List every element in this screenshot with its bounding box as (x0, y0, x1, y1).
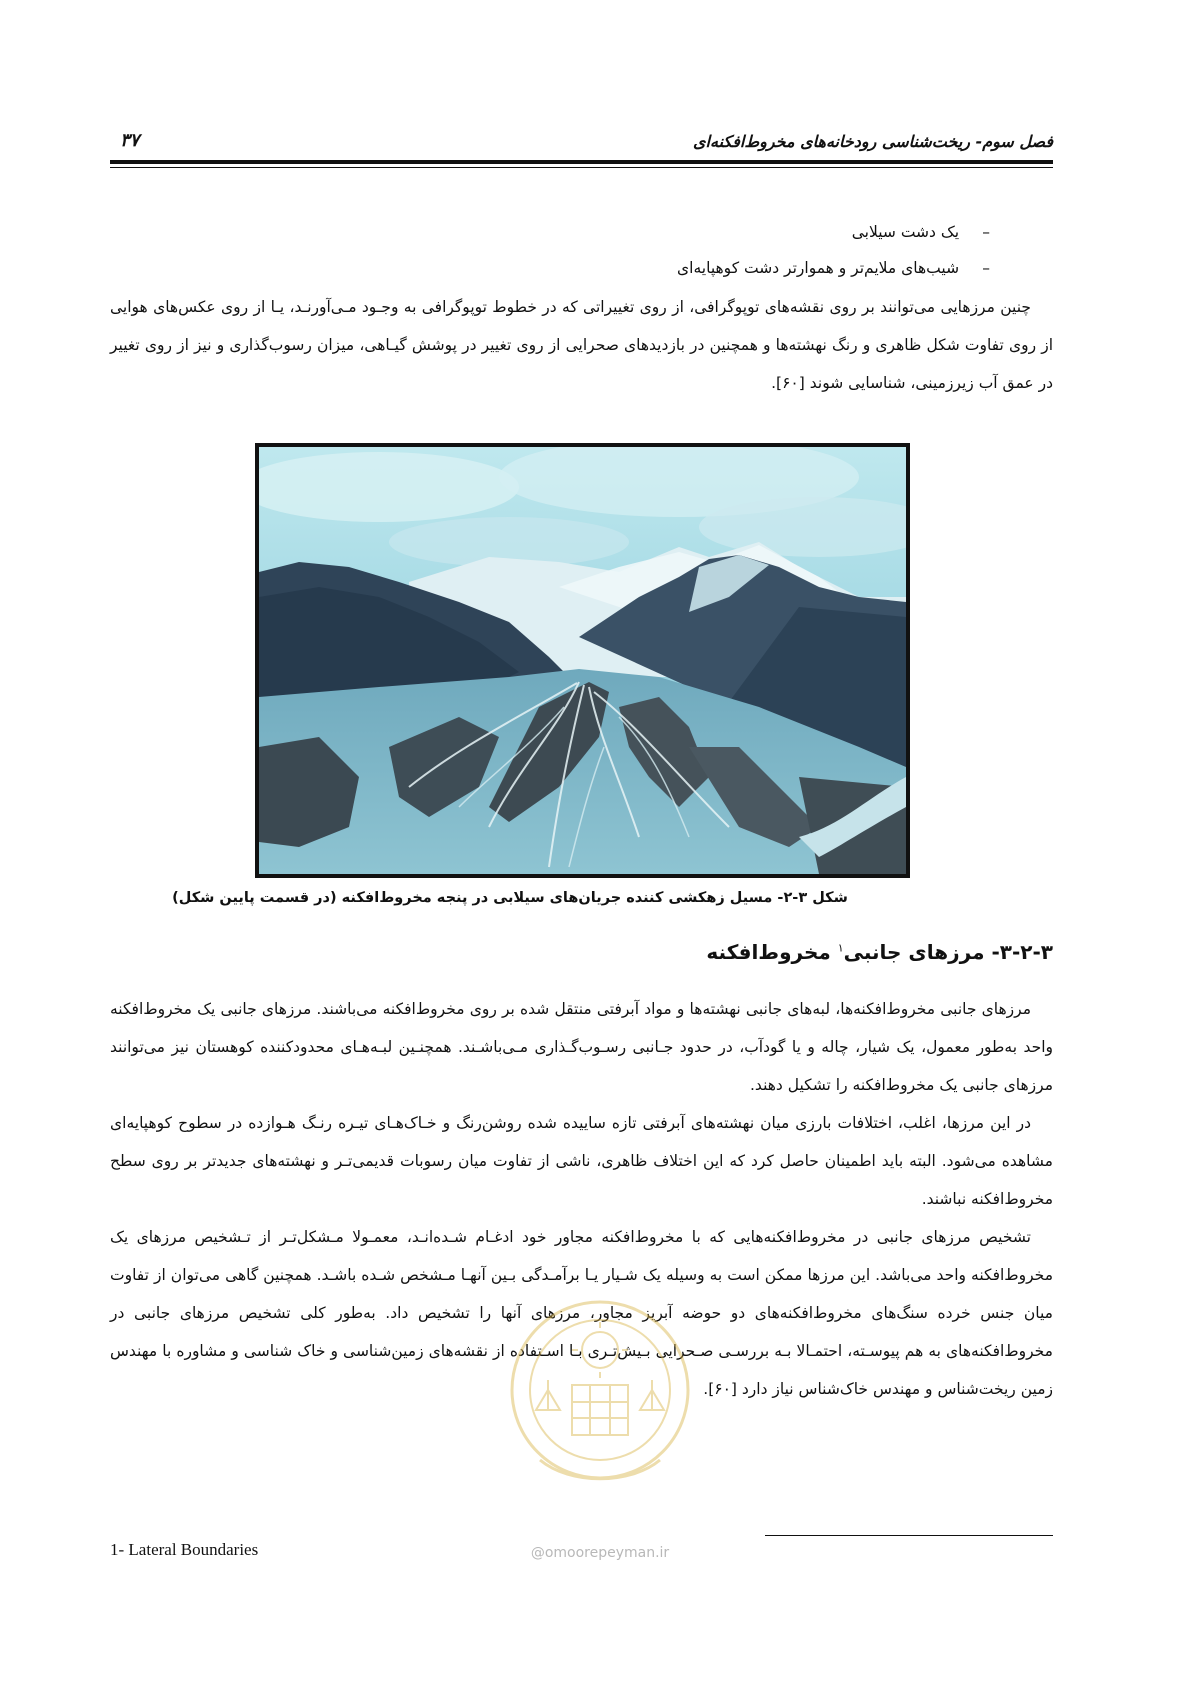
bullet-dash: – (982, 259, 990, 277)
footnote-ref: ۱ (837, 941, 844, 955)
header-rule-thin (110, 167, 1053, 168)
bullet-text: یک دشت سیلابی (851, 223, 960, 241)
bullet-list (110, 214, 990, 286)
bullet-dash: – (982, 223, 990, 241)
section-title-rest: مخروط‌افکنه (706, 940, 831, 964)
paragraph: تشخیص مرزهای جانبی در مخروط‌افکنه‌هایی که با مخروط‌افکنه مجاور خود ادغـام شـده‌انـد، معمـولا مـشکل‌تـر از تـشخیص مرزهای یک مخروط‌افکنه واحد می‌باشد. این مرزها ممکن است به وسیله یک شـیار یـا برآمـدگی بـین آنهـا مـشخص شـده باشـد. همچنین گاهی می‌توان از تفاوت میان جنس خرده سنگ‌های مخروط‌افکنه‌های دو حوضه آبریز مجاور، مرزهای آنها را تشخیص داد. به‌طور کلی تشخیص مرزهای جانبی در مخروط‌افکنه‌های به هم پیوسـته، احتمـالا بـه بررسـی صـحرایی بـیش‌تـری بـا اسـتفاده از نقشه‌های زمین‌شناسی و خاک شناسی و مشاوره با مهندس زمین ریخت‌شناس و مهندس خاک‌شناس نیاز دارد [۶۰]. (110, 1228, 1053, 1398)
paragraph: در این مرزها، اغلب، اختلافات بارزی میان نهشته‌های آبرفتی تازه ساییده شده روشن‌رنگ و خـاک‌هـای تیـره رنـگ هـوازده در سطوح کوهپایه‌ای مشاهده می‌شود. البته باید اطمینان حاصل کرد که این اختلاف ظاهری، ناشی از تفاوت میان رسوبات قدیمی‌تـر و نهشته‌های جدیدتر بر روی سطح مخروط‌افکنه نباشند. (110, 1114, 1053, 1208)
section-heading (110, 940, 1053, 964)
page-number: ۳۷ (120, 130, 140, 151)
intro-paragraph-block (110, 288, 1053, 402)
footnote: 1- Lateral Boundaries (110, 1540, 259, 1559)
figure-photo (255, 443, 910, 878)
body-text (110, 990, 1053, 1408)
footnote-rule (765, 1535, 1053, 1536)
section-title: مرزهای جانبی (843, 940, 985, 964)
bullet-item (110, 214, 990, 250)
section-number: ۳-۲-۳- (991, 940, 1053, 964)
bullet-item (110, 250, 990, 286)
header-rule-thick (110, 160, 1053, 164)
watermark-text: @omoorepeyman.ir (530, 1545, 670, 1561)
chapter-title: فصل سوم- ریخت‌شناسی رودخانه‌های مخروط‌افکنه‌ای (693, 132, 1053, 151)
mountain-valley-photo (259, 447, 906, 874)
bullet-text: شیب‌های ملایم‌تر و هموارتر دشت کوهپایه‌ای (677, 259, 960, 277)
figure-caption: شکل ۳-۲- مسیل زهکشی کننده جریان‌های سیلابی در پنجه مخروط‌افکنه (در قسمت پایین شکل) (172, 890, 848, 906)
intro-paragraph: چنین مرزهایی می‌توانند بر روی نقشه‌های توپوگرافی، از روی تغییراتی که در خطوط توپوگرافی به وجـود مـی‌آورنـد، یـا از روی عکس‌های هوایی از روی تفاوت شکل ظاهری و رنگ نهشته‌ها و همچنین در بازدیدهای صحرایی از روی تغییر در پوشش گیـاهی، میزان رسوب‌گذاری و نیز از روی تغییر در عمق آب زیرزمینی، شناسایی شوند [۶۰]. (110, 298, 1053, 392)
paragraph: مرزهای جانبی مخروط‌افکنه‌ها، لبه‌های جانبی نهشته‌ها و مواد آبرفتی منتقل شده بر روی مخروط‌افکنه می‌باشند. مرزهای جانبی یک مخروط‌افکنه واحد به‌طور معمول، یک شیار، چاله و یا گودآب، در حدود جـانبی رسـوب‌گـذاری مـی‌باشـند. همچنـین لبـه‌هـای محدودکننده کوهستان نیز می‌توانند مرزهای جانبی یک مخروط‌افکنه را تشکیل دهند. (110, 1000, 1053, 1094)
